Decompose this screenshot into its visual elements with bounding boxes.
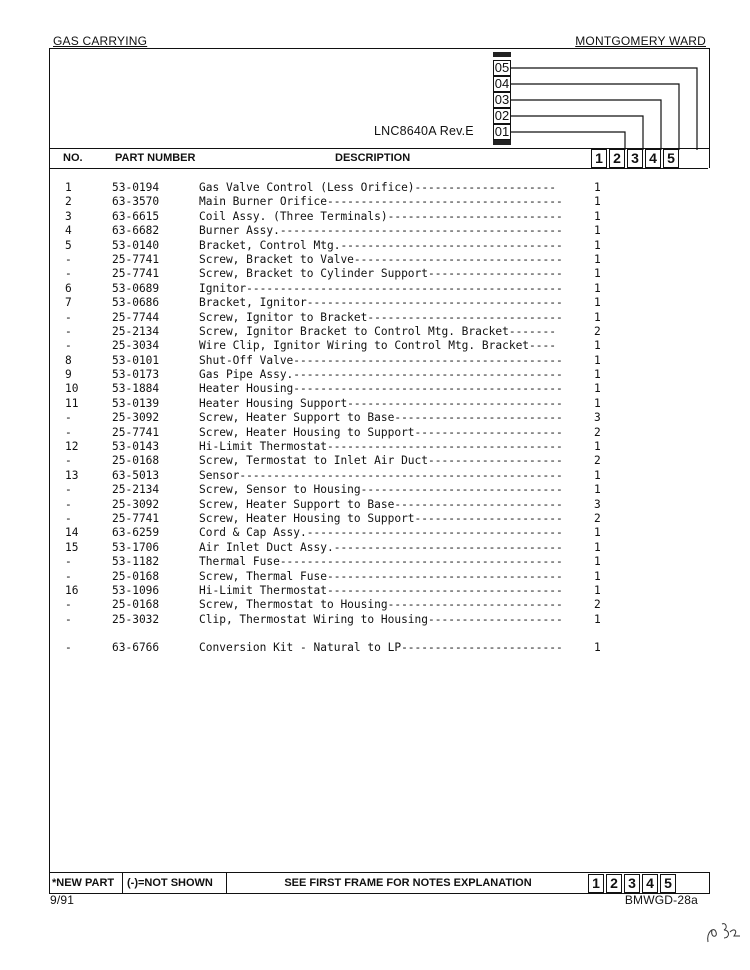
part-row (49, 325, 710, 339)
part-no: 11 (65, 396, 79, 410)
part-row (49, 641, 710, 655)
part-number: 25-0168 (112, 569, 160, 583)
part-row (49, 267, 710, 281)
part-number: 53-0194 (112, 181, 160, 194)
part-description: Clip, Thermostat Wiring to Housing-------------------- (199, 612, 563, 626)
part-description: Heater Housing Support-------------------------------- (199, 396, 563, 410)
part-row (49, 239, 710, 253)
part-row (49, 526, 710, 540)
column-header (49, 148, 710, 169)
part-description: Screw, Thermostat to Housing-------------------------- (199, 598, 563, 612)
part-row (49, 382, 710, 396)
not-shown-legend: (-)=NOT SHOWN (123, 873, 227, 893)
part-no: 3 (65, 209, 72, 223)
part-no: - (65, 267, 72, 281)
part-row (49, 181, 710, 195)
part-number: 25-7741 (112, 252, 160, 266)
part-description: Screw, Sensor to Housing------------------------------ (199, 483, 563, 497)
model-box: 3 (627, 149, 643, 168)
part-quantity: 1 (594, 468, 601, 482)
part-no: 16 (65, 583, 79, 597)
part-quantity: 1 (594, 382, 601, 396)
part-number: 25-2134 (112, 324, 160, 338)
part-description: Main Burner Orifice----------------------------------- (199, 195, 563, 209)
part-number: 25-7741 (112, 511, 160, 525)
part-no: 7 (65, 296, 72, 310)
part-row (49, 541, 710, 555)
part-no: - (65, 511, 72, 525)
part-quantity: 1 (594, 252, 601, 266)
part-no: - (65, 483, 72, 497)
part-description: Coil Assy. (Three Terminals)-------------------------- (199, 209, 563, 223)
part-description: Screw, Heater Support to Base------------------------- (199, 411, 563, 425)
part-row (49, 627, 710, 641)
part-description: Gas Pipe Assy.---------------------------------------- (199, 368, 563, 382)
part-quantity: 1 (594, 310, 601, 324)
part-quantity: 1 (594, 224, 601, 238)
part-no: - (65, 454, 72, 468)
part-row (49, 570, 710, 584)
page-code: BMWGD-28a (624, 893, 698, 907)
part-number: 53-1884 (112, 382, 160, 396)
new-part-legend: *NEW PART (49, 873, 123, 893)
part-row (49, 195, 710, 209)
part-row (49, 339, 710, 353)
part-row (49, 613, 710, 627)
part-no: - (65, 569, 72, 583)
part-quantity: 1 (594, 209, 601, 223)
model-box: 2 (609, 149, 625, 168)
part-number: 63-6682 (112, 224, 160, 238)
part-row (49, 454, 710, 468)
model-box: 1 (591, 149, 607, 168)
part-number: 25-0168 (112, 454, 160, 468)
part-quantity: 1 (594, 195, 601, 209)
part-number: 63-6259 (112, 526, 160, 540)
part-description: Shut-Off Valve---------------------------------------- (199, 353, 563, 367)
column-part-number: PART NUMBER (115, 152, 196, 164)
part-no: - (65, 310, 72, 324)
part-row (49, 210, 710, 224)
part-description: Thermal Fuse------------------------------------------ (199, 555, 563, 569)
part-no: - (65, 411, 72, 425)
column-description: DESCRIPTION (335, 152, 411, 164)
notes-explanation: SEE FIRST FRAME FOR NOTES EXPLANATION (284, 877, 532, 889)
handwritten-page-mark (700, 916, 746, 948)
part-description: Hi-Limit Thermostat----------------------------------- (199, 583, 563, 597)
parts-list (49, 181, 710, 656)
part-no: 14 (65, 526, 79, 540)
part-row (49, 411, 710, 425)
legend-bar (49, 872, 710, 894)
part-quantity: 1 (594, 368, 601, 382)
model-box: 5 (660, 874, 676, 893)
part-number: 53-1182 (112, 555, 160, 569)
part-description: Conversion Kit - Natural to LP------------------------ (199, 641, 563, 655)
document-category: GAS CARRYING (53, 34, 148, 48)
part-number: 63-3570 (112, 195, 160, 209)
part-description: Cord & Cap Assy.-------------------------------------- (199, 526, 563, 540)
part-quantity: 3 (594, 497, 601, 511)
part-row (49, 354, 710, 368)
part-row (49, 555, 710, 569)
model-box: 2 (606, 874, 622, 893)
part-row (49, 483, 710, 497)
part-row (49, 296, 710, 310)
part-number: 53-0686 (112, 296, 160, 310)
part-no: 2 (65, 195, 72, 209)
part-description: Sensor------------------------------------------------ (199, 468, 563, 482)
part-quantity: 1 (594, 526, 601, 540)
part-description: Wire Clip, Ignitor Wiring to Control Mtg. Bracket---- (199, 339, 556, 353)
part-quantity: 2 (594, 324, 601, 338)
part-no: 5 (65, 238, 72, 252)
part-row (49, 224, 710, 238)
part-no: 8 (65, 353, 72, 367)
model-box: 4 (645, 149, 661, 168)
part-quantity: 1 (594, 353, 601, 367)
part-description: Screw, Ignitor Bracket to Control Mtg. Bracket------- (199, 324, 556, 338)
part-number: 63-5013 (112, 468, 160, 482)
part-quantity: 1 (594, 612, 601, 626)
part-no: 4 (65, 224, 72, 238)
part-row (49, 253, 710, 267)
part-no: - (65, 598, 72, 612)
brand-name: MONTGOMERY WARD (575, 34, 706, 48)
part-quantity: 1 (594, 569, 601, 583)
part-quantity: 1 (594, 181, 601, 194)
part-description: Screw, Heater Housing to Support---------------------- (199, 425, 563, 439)
part-quantity: 2 (594, 454, 601, 468)
model-box: 3 (624, 874, 640, 893)
part-quantity: 1 (594, 396, 601, 410)
part-description: Bracket, Ignitor-------------------------------------- (199, 296, 563, 310)
part-no: 13 (65, 468, 79, 482)
part-description: Air Inlet Duct Assy.---------------------------------- (199, 540, 563, 554)
version-code: 05 (494, 60, 510, 75)
part-number: 63-6766 (112, 641, 160, 655)
part-number: 25-7741 (112, 425, 160, 439)
part-row (49, 368, 710, 382)
part-description: Screw, Termostat to Inlet Air Duct-------------------- (199, 454, 563, 468)
part-description: Screw, Heater Housing to Support---------------------- (199, 511, 563, 525)
part-number: 53-0101 (112, 353, 160, 367)
part-number: 53-0140 (112, 238, 160, 252)
part-no: - (65, 339, 72, 353)
part-quantity: 1 (594, 238, 601, 252)
part-row (49, 598, 710, 612)
model-number: LNC8640A Rev.E (374, 124, 474, 138)
part-quantity: 1 (594, 483, 601, 497)
part-number: 53-1096 (112, 583, 160, 597)
part-row (49, 440, 710, 454)
part-quantity: 2 (594, 425, 601, 439)
part-no: - (65, 497, 72, 511)
part-row (49, 426, 710, 440)
part-quantity: 1 (594, 540, 601, 554)
part-number: 25-3034 (112, 339, 160, 353)
part-no: 10 (65, 382, 79, 396)
part-row (49, 584, 710, 598)
version-code: 01 (494, 124, 510, 139)
part-quantity: 2 (594, 511, 601, 525)
part-row (49, 469, 710, 483)
part-number: 25-0168 (112, 598, 160, 612)
part-no: - (65, 425, 72, 439)
part-number: 53-0173 (112, 368, 160, 382)
part-description: Screw, Bracket to Cylinder Support-------------------- (199, 267, 563, 281)
column-no: NO. (63, 152, 83, 164)
part-number: 25-3092 (112, 497, 160, 511)
part-description: Heater Housing---------------------------------------- (199, 382, 563, 396)
part-no: - (65, 555, 72, 569)
version-code: 04 (494, 76, 510, 91)
part-number: 53-1706 (112, 540, 160, 554)
version-code: 02 (494, 108, 510, 123)
part-number: 53-0139 (112, 396, 160, 410)
part-description: Bracket, Control Mtg.--------------------------------- (199, 238, 563, 252)
part-no: 6 (65, 281, 72, 295)
part-description: Ignitor----------------------------------------------- (199, 281, 563, 295)
part-description: Burner Assy.------------------------------------------ (199, 224, 563, 238)
part-quantity: 1 (594, 555, 601, 569)
model-box-strip (591, 149, 681, 168)
part-no: 1 (65, 181, 72, 194)
part-number: 53-0689 (112, 281, 160, 295)
model-box-strip-footer (588, 874, 678, 893)
part-number: 63-6615 (112, 209, 160, 223)
part-no: - (65, 252, 72, 266)
part-number: 53-0143 (112, 440, 160, 454)
model-box: 4 (642, 874, 658, 893)
part-description: Screw, Heater Support to Base------------------------- (199, 497, 563, 511)
part-quantity: 1 (594, 440, 601, 454)
part-quantity: 2 (594, 598, 601, 612)
part-description: Screw, Bracket to Valve------------------------------- (199, 252, 563, 266)
part-description: Gas Valve Control (Less Orifice)--------------------- (199, 181, 556, 194)
part-number: 25-3092 (112, 411, 160, 425)
print-date: 9/91 (50, 893, 75, 907)
part-quantity: 1 (594, 583, 601, 597)
part-row (49, 512, 710, 526)
part-row (49, 311, 710, 325)
part-no: - (65, 612, 72, 626)
part-no: 12 (65, 440, 79, 454)
part-number: 25-7744 (112, 310, 160, 324)
part-number: 25-2134 (112, 483, 160, 497)
part-row (49, 498, 710, 512)
part-number: 25-3032 (112, 612, 160, 626)
part-description: Hi-Limit Thermostat----------------------------------- (199, 440, 563, 454)
part-description: Screw, Ignitor to Bracket----------------------------- (199, 310, 563, 324)
part-no: - (65, 324, 72, 338)
model-box: 1 (588, 874, 604, 893)
part-description: Screw, Thermal Fuse----------------------------------- (199, 569, 563, 583)
part-quantity: 1 (594, 281, 601, 295)
part-quantity: 1 (594, 339, 601, 353)
part-quantity: 1 (594, 267, 601, 281)
part-no: 15 (65, 540, 79, 554)
part-quantity: 3 (594, 411, 601, 425)
model-box: 5 (663, 149, 679, 168)
part-no: - (65, 641, 72, 655)
part-row (49, 397, 710, 411)
part-row (49, 282, 710, 296)
part-quantity: 1 (594, 641, 601, 655)
part-no: 9 (65, 368, 72, 382)
part-quantity: 1 (594, 296, 601, 310)
part-number: 25-7741 (112, 267, 160, 281)
version-code: 03 (494, 92, 510, 107)
